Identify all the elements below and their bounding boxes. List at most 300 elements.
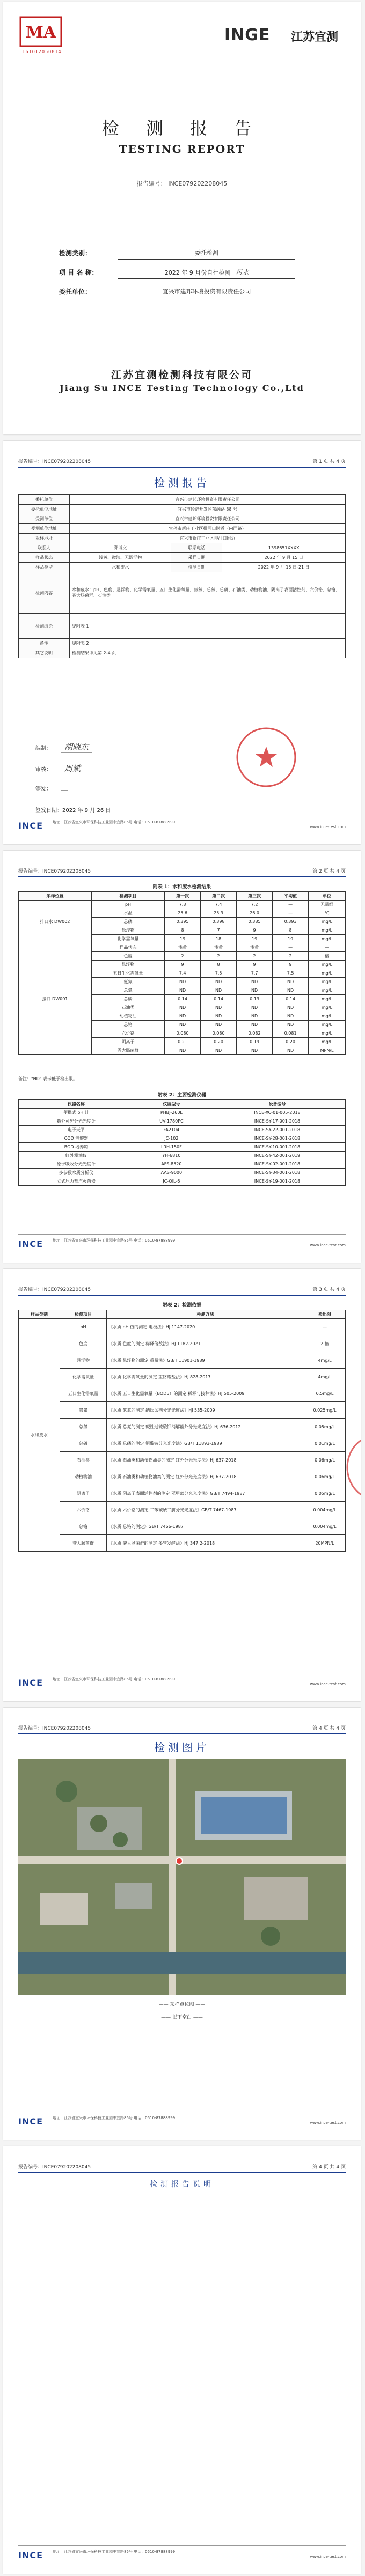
field-label: 项 目 名 称： <box>59 269 98 276</box>
table-cell: 2 <box>201 952 237 961</box>
table-cell: ND <box>237 1012 273 1021</box>
table-cell: 总氮 <box>60 1419 107 1435</box>
table-cell: mg/L <box>309 918 346 926</box>
table-cell: 氨氮 <box>91 978 164 986</box>
satellite-map-image <box>18 1759 346 1995</box>
table-cell: 0.398 <box>201 918 237 926</box>
table-cell: 8 <box>165 926 201 935</box>
table-cell: 《水质 pH 值的测定 电极法》HJ 1147-2020 <box>107 1319 304 1335</box>
header-report-no: 报告编号：INCE079202208045 <box>18 2165 91 2170</box>
cover-page <box>3 2 361 434</box>
table-cell: 色度 <box>60 1335 107 1352</box>
table-cell: mg/L <box>309 969 346 978</box>
table-cell: 2 <box>165 952 201 961</box>
table-cell: 0.05mg/L <box>304 1419 346 1435</box>
cell-label: 联系人 <box>19 543 70 553</box>
cell-label: 采样地址 <box>19 534 70 543</box>
table-cell: 0.06mg/L <box>304 1468 346 1485</box>
table-cell: ND <box>201 1046 237 1055</box>
cell-value: 郑博文 <box>70 543 171 553</box>
table-cell: ND <box>201 1003 237 1012</box>
table-cell: 化学需氧量 <box>60 1369 107 1385</box>
cell-label: 检测日期 <box>171 563 222 572</box>
table-cell: 20MPN/L <box>304 1535 346 1552</box>
page-header <box>18 1276 346 1296</box>
report-title-cn: 检 测 报 告 <box>101 118 262 138</box>
table-cell: mg/L <box>309 1029 346 1038</box>
table-cell: 总磷 <box>91 995 164 1003</box>
table-cell: INCE-SY-02-001-2018 <box>209 1160 345 1169</box>
table-cell: ℃ <box>309 909 346 918</box>
table-cell: 7.7 <box>237 969 273 978</box>
table-cell: 多参数水质分析仪 <box>19 1169 134 1177</box>
table-cell: 0.14 <box>201 995 237 1003</box>
brand-logo-cn: 江苏宜测 <box>291 31 339 44</box>
table-cell: 阴离子 <box>60 1485 107 1502</box>
table-cell: 《水质 五日生化需氧量（BOD5）的测定 稀释与接种法》HJ 505-2009 <box>107 1385 304 1402</box>
info-table <box>18 494 346 658</box>
table-row <box>19 1485 346 1502</box>
table-cell: ND <box>273 1021 309 1029</box>
cell-value: 见附表 2 <box>70 639 346 648</box>
table-cell: — <box>273 943 309 952</box>
group-cell: 排口水 DW002 <box>19 901 92 943</box>
table-cell: 0.21 <box>165 1038 201 1046</box>
page-header <box>18 858 346 877</box>
table-cell: 0.385 <box>237 918 273 926</box>
table-cell: ND <box>201 986 237 995</box>
date-label: 签发日期： <box>35 808 62 814</box>
cell-label: 检测内容 <box>19 572 70 614</box>
table-cell: 7.3 <box>165 901 201 909</box>
table-cell: INCE-SY-22-001-2018 <box>209 1126 345 1134</box>
table-cell: 19 <box>273 935 309 943</box>
page-footer <box>18 2112 346 2134</box>
page-title: 检测报告说明 <box>150 2180 214 2189</box>
page-header <box>18 2154 346 2173</box>
table-cell: 0.13 <box>237 995 273 1003</box>
table-cell: ND <box>237 1003 273 1012</box>
table-cell: 粪大肠菌群 <box>60 1535 107 1552</box>
table-cell: 2 倍 <box>304 1335 346 1352</box>
table-cell: 动植物油 <box>60 1468 107 1485</box>
table-cell: 总氮 <box>91 986 164 995</box>
back-page <box>3 2146 361 2574</box>
table-cell: 0.395 <box>165 918 201 926</box>
table-row <box>19 1369 346 1385</box>
table-cell: 0.20 <box>201 1038 237 1046</box>
signature: 胡晓东 <box>61 741 92 753</box>
footer-logo: INCE <box>18 1678 43 1688</box>
table-cell: — <box>273 901 309 909</box>
table-cell: mg/L <box>309 978 346 986</box>
table-cell: ND <box>165 1003 201 1012</box>
table-cell: 0.05mg/L <box>304 1485 346 1502</box>
methods-page <box>3 1269 361 1701</box>
table-cell: ND <box>165 986 201 995</box>
results-page <box>3 851 361 1263</box>
table-cell: 石油类 <box>60 1452 107 1468</box>
sig-label: 编制： <box>35 746 52 751</box>
table-cell: mg/L <box>309 1021 346 1029</box>
table-cell: 0.393 <box>273 918 309 926</box>
brand-logo-inge: INGE <box>224 26 271 45</box>
table-cell: COD 消解器 <box>19 1134 134 1143</box>
table-cell: 《水质 悬浮物的测定 重量法》GB/T 11901-1989 <box>107 1352 304 1369</box>
table-cell: INCE-SY-17-001-2018 <box>209 1117 345 1126</box>
field-label: 检测类别： <box>59 249 92 257</box>
table-cell: ND <box>165 1012 201 1021</box>
table-cell: 总铬 <box>91 1021 164 1029</box>
cell-value: 水和废水：pH、色度、悬浮物、化学需氧量、五日生化需氧量、氨氮、总氮、总磷、石油类、动植物油、阴离子表面活性剂、六价铬、总铬、粪大肠菌群、石油类 <box>70 572 346 614</box>
table-cell: 立式压力蒸汽灭菌器 <box>19 1177 134 1186</box>
report-info-page <box>3 441 361 844</box>
table-cell: mg/L <box>309 1038 346 1046</box>
table-cell: 浅黄 <box>237 943 273 952</box>
table-cell: 0.01mg/L <box>304 1435 346 1452</box>
org-name-en: Jiang Su INCE Testing Technology Co.,Ltd <box>60 383 304 393</box>
table-cell: 8 <box>201 961 237 969</box>
table-cell: 0.025mg/L <box>304 1402 346 1419</box>
table-cell: INCE-SY-34-001-2018 <box>209 1169 345 1177</box>
table-cell: 悬浮物 <box>91 961 164 969</box>
table-cell: mg/L <box>309 926 346 935</box>
table-cell: 色度 <box>91 952 164 961</box>
table-cell: 4mg/L <box>304 1352 346 1369</box>
results-note: 备注："ND" 表示低于检出限。 <box>18 1076 78 1081</box>
table-cell: — <box>309 943 346 952</box>
table-cell: 《水质 总磷的测定 钼酸铵分光光度法》GB/T 11893-1989 <box>107 1435 304 1452</box>
table-cell: 浅黄 <box>165 943 201 952</box>
field-client <box>59 285 295 298</box>
table-cell: LRH-150F <box>134 1143 209 1152</box>
header-report-no: 报告编号：INCE079202208045 <box>18 1287 91 1293</box>
page-end-text: —— 以下空白 —— <box>161 2015 203 2020</box>
table-row <box>19 1160 346 1169</box>
table-cell: ND <box>237 1021 273 1029</box>
cell-label: 样品状态 <box>19 553 70 563</box>
table-cell: MPN/L <box>309 1046 346 1055</box>
table-cell: 0.19 <box>237 1038 273 1046</box>
signature-reviewer <box>35 763 84 774</box>
page-footer <box>18 816 346 838</box>
table-cell: 石油类 <box>91 1003 164 1012</box>
table-cell: mg/L <box>309 1012 346 1021</box>
table-row <box>19 1335 346 1352</box>
table-cell: INCE-SY-28-001-2018 <box>209 1134 345 1143</box>
cell-value: 1398651XXXX <box>222 543 346 553</box>
table-cell: 《水质 石油类和动植物油类的测定 红外分光光度法》HJ 637-2018 <box>107 1452 304 1468</box>
table-row <box>19 1126 346 1134</box>
table-cell: 悬浮物 <box>60 1352 107 1369</box>
table-cell: 25.9 <box>201 909 237 918</box>
footer-website: www.ince-test.com <box>310 825 346 829</box>
table-cell: 《水质 化学需氧量的测定 重铬酸盐法》HJ 828-2017 <box>107 1369 304 1385</box>
table-cell: mg/L <box>309 986 346 995</box>
table-cell: INCE-SY-10-001-2018 <box>209 1143 345 1152</box>
table-cell: ND <box>273 1046 309 1055</box>
field-value: 宜兴市建邦环境投资有限责任公司 <box>118 286 295 298</box>
table-row <box>19 1402 346 1419</box>
table-cell: 《水质 总铬的测定》GB/T 7466-1987 <box>107 1518 304 1535</box>
table-row <box>19 1452 346 1468</box>
footer-address: 地址：江苏省宜兴市环保科技工业园中宜路85号 电话：0510-87888999 <box>53 820 176 824</box>
field-test-category <box>59 247 295 260</box>
page-footer <box>18 1234 346 1256</box>
table-cell: — <box>273 909 309 918</box>
table-cell: 《水质 总氮的测定 碱性过硫酸钾消解紫外分光光度法》HJ 636-2012 <box>107 1419 304 1435</box>
table-cell: 倍 <box>309 952 346 961</box>
signature-compiler <box>35 741 92 753</box>
table-cell: INCE-XC-01-005-2018 <box>209 1109 345 1117</box>
footer-website: www.ince-test.com <box>310 1682 346 1686</box>
table-cell: ND <box>165 978 201 986</box>
table-cell: 9 <box>237 926 273 935</box>
header-report-no: 报告编号：INCE079202208045 <box>18 869 91 874</box>
signature: 周斌 <box>61 763 84 774</box>
group-cell: 接口 DW001 <box>19 943 92 1055</box>
table-cell: ND <box>273 978 309 986</box>
table-cell: 0.081 <box>273 1029 309 1038</box>
cell-value: 宜兴市新庄工业区排河口附近（内西路） <box>70 524 346 534</box>
table-row <box>19 901 346 909</box>
table-cell: mg/L <box>309 935 346 943</box>
table-cell: 《水质 阴离子表面活性剂的测定 亚甲蓝分光光度法》GB/T 7494-1987 <box>107 1485 304 1502</box>
sig-label: 审核： <box>35 767 52 773</box>
org-name-cn: 江苏宜测检测科技有限公司 <box>111 369 253 381</box>
table-cell: 19 <box>165 935 201 943</box>
methods-table: 样品类别 检测项目 检测方法 检出限 水和废水 pH 《水质 pH 值的测定 电极法》HJ 1147-2020 — 色度 《水质 色度的测定 稀释倍数法》HJ 1182-2021 2 倍 悬浮物 《水质 悬浮物的测定 重量法》GB/T 11901-1989 4mg/L 化学需氧量 《水质 化学需氧量的测定 重铬酸盐法》HJ 828-2017 4mg/L 五日生化需氧量 《水质 五日生化需氧量（BOD5）的测定 稀释与接种法》HJ 505-2009 0.5mg/L 氨氮 《水质 氨氮的测定 纳氏试剂分光光度法》HJ 535-2009 0.025mg/L 总氮 《水质 总氮的测定 碱性过硫酸钾消解紫外分光光度法》HJ 636-2012 0.05mg/L 总磷 《水质 总磷的测定 钼酸铵分光光度法》GB/T 11893-1989 0.01mg/L 石油类 《水质 石油类和动植物油类的测定 红外分光光度法》HJ 637-2018 0.06mg/L 动植物油 《水质 石油类和动植物油类的测定 红外分光光度法》HJ 637-2018 0.06mg/L 阴离子 《水质 阴离子表面活性剂的测定 亚甲蓝分光光度法》GB/T 7494-1987 0.05mg/L 六价铬 《水质 六价铬的测定 二苯碳酰二肼分光光度法》GB/T 7467-1987 0.004mg/L 总铬 《水质 总铬的测定》GB/T 7466-1987 0.004mg/L 粪大肠菌群 《水质 粪大肠菌群的测定 多管发酵法》HJ 347.2-2018 20MPN/L <box>18 1310 346 1552</box>
page-title: 检测报告 <box>154 476 210 489</box>
table-cell: ND <box>237 986 273 995</box>
results-table: 采样位置 检测项目 第一次 第二次 第三次 平均值 单位 排口水 DW002 pH 7.3 7.4 7.2 — 无量纲 水温 25.6 25.9 26.0 — ℃ 总磷 0.395 0.398 0.385 0.393 mg/L 悬浮物 8 7 9 8 mg/L 化学需氧量 19 18 19 19 mg/L 接口 DW001 样品状态 浅黄 浅黄 浅黄 — — 色度 2 2 2 2 倍 悬浮物 9 8 9 9 mg/L 五日生化需氧量 7.4 7.5 7.7 7.5 mg/L 氨氮 ND ND ND ND mg/L 总氮 ND ND ND ND mg/L 总磷 0.14 0.14 0.13 0.14 mg/L 石油类 ND ND ND ND mg/L 动植物油 ND ND ND ND mg/L 总铬 ND ND ND ND mg/L 六价铬 0.080 0.080 0.082 0.081 mg/L 阴离子 0.21 0.20 0.19 0.20 mg/L 粪大肠菌群 ND ND ND ND MPN/L <box>18 891 346 1055</box>
table-row <box>19 1169 346 1177</box>
table-cell: mg/L <box>309 1003 346 1012</box>
table-row <box>19 1435 346 1452</box>
cell-label: 委托单位 <box>19 495 70 505</box>
table-cell: 阴离子 <box>91 1038 164 1046</box>
cell-label: 备注 <box>19 639 70 648</box>
issue-date <box>35 806 111 814</box>
header-page-label: 第 4 页 共 4 页 <box>312 1726 346 1731</box>
table-cell: 0.06mg/L <box>304 1452 346 1468</box>
table-cell: 2 <box>273 952 309 961</box>
table-cell: ND <box>201 1012 237 1021</box>
cma-number: 161012050814 <box>22 49 62 54</box>
table-cell: 0.080 <box>165 1029 201 1038</box>
table-row <box>19 1319 346 1335</box>
table-cell: 0.004mg/L <box>304 1518 346 1535</box>
table-cell: ND <box>273 986 309 995</box>
table-cell: PHBJ-260L <box>134 1109 209 1117</box>
page-header <box>18 448 346 468</box>
table-cell: BOD 培养箱 <box>19 1143 134 1152</box>
table-cell: 7.2 <box>237 901 273 909</box>
cell-label: 检测结论 <box>19 614 70 639</box>
table-cell: 9 <box>165 961 201 969</box>
table-cell: 19 <box>237 935 273 943</box>
handwritten-note: 污水 <box>236 269 249 276</box>
table-cell: 7 <box>201 926 237 935</box>
table-row <box>19 1152 346 1160</box>
table-row <box>19 943 346 952</box>
table-cell: YH-6810 <box>134 1152 209 1160</box>
table-cell: 六价铬 <box>91 1029 164 1038</box>
table-cell: 总磷 <box>60 1435 107 1452</box>
table-cell: ND <box>165 1021 201 1029</box>
table-cell: AAS-9000 <box>134 1169 209 1177</box>
table-cell: 总磷 <box>91 918 164 926</box>
footer-website: www.ince-test.com <box>310 2555 346 2559</box>
cell-value: 2022 年 9 月 15 日-21 日 <box>222 563 346 572</box>
report-number-label: 报告编号： <box>136 180 166 187</box>
table-cell: — <box>304 1319 346 1335</box>
group-cell: 水和废水 <box>19 1319 60 1552</box>
cell-label: 样品类型 <box>19 563 70 572</box>
table-caption: 附表 1：水和废水检测结果 <box>152 884 211 890</box>
table-cell: 4mg/L <box>304 1369 346 1385</box>
table-cell: 悬浮物 <box>91 926 164 935</box>
table-cell: ND <box>237 1046 273 1055</box>
table-row <box>19 1134 346 1143</box>
table-cell: 7.5 <box>201 969 237 978</box>
table-cell: 紫外可见分光光度计 <box>19 1117 134 1126</box>
table-caption: 附表 2：主要检测仪器 <box>157 1093 207 1098</box>
table-cell: 动植物油 <box>91 1012 164 1021</box>
table-cell: 0.20 <box>273 1038 309 1046</box>
cell-value: 检测结果详见第 2-4 页 <box>70 648 346 658</box>
table-cell: UV-1780PC <box>134 1117 209 1126</box>
table-cell: 0.080 <box>201 1029 237 1038</box>
seam-seal <box>339 1430 361 1505</box>
footer-logo: INCE <box>18 821 43 831</box>
footer-address: 地址：江苏省宜兴市环保科技工业园中宜路85号 电话：0510-87888999 <box>53 2116 176 2120</box>
footer-website: www.ince-test.com <box>310 2121 346 2125</box>
instrument-table: 仪器名称 仪器型号 设备编号 便携式 pH 计 PHBJ-260L INCE-XC-01-005-2018 紫外可见分光光度计 UV-1780PC INCE-SY-17-001-2018 电子天平 FA2104 INCE-SY-22-001-2018 COD 消解器 JC-102 INCE-SY-28-001-2018 BOD 培养箱 LRH-150F INCE-SY-10-001-2018 红外测油仪 YH-6810 INCE-SY-42-001-2019 原子吸收分光光度计 AFS-8520 INCE-SY-02-001-2018 多参数水质分析仪 AAS-9000 INCE-SY-34-001-2018 立式压力蒸汽灭菌器 JC-OIL-6 INCE-SY-19-001-2018 <box>18 1099 346 1186</box>
brand-logo <box>224 24 342 47</box>
table-cell: INCE-SY-42-001-2019 <box>209 1152 345 1160</box>
table-cell: FA2104 <box>134 1126 209 1134</box>
page-footer <box>18 1673 346 1695</box>
header-report-no: 报告编号：INCE079202208045 <box>18 459 91 464</box>
table-cell: 《水质 六价铬的测定 二苯碳酰二肼分光光度法》GB/T 7467-1987 <box>107 1502 304 1518</box>
table-cell: 26.0 <box>237 909 273 918</box>
sampling-point-marker <box>176 1858 182 1864</box>
table-cell: 《水质 石油类和动植物油类的测定 红外分光光度法》HJ 637-2018 <box>107 1468 304 1485</box>
map-page <box>3 1708 361 2140</box>
cma-logo-text: MA <box>25 23 56 42</box>
field-value: 委托检测 <box>118 247 295 260</box>
header-page-label: 第 3 页 共 4 页 <box>312 1287 346 1293</box>
table-row <box>19 1143 346 1152</box>
table-cell: mg/L <box>309 995 346 1003</box>
table-cell: 《水质 粪大肠菌群的测定 多管发酵法》HJ 347.2-2018 <box>107 1535 304 1552</box>
header-page-label: 第 4 页 共 4 页 <box>312 2165 346 2170</box>
table-row <box>19 1419 346 1435</box>
page-title: 检测图片 <box>154 1741 210 1754</box>
table-cell: ND <box>165 1046 201 1055</box>
table-cell: 浅黄 <box>201 943 237 952</box>
footer-website: www.ince-test.com <box>310 1243 346 1248</box>
page-header <box>18 1715 346 1734</box>
table-cell: 电子天平 <box>19 1126 134 1134</box>
table-cell: pH <box>60 1319 107 1335</box>
footer-logo: INCE <box>18 1239 43 1249</box>
table-row <box>19 1109 346 1117</box>
table-row <box>19 1502 346 1518</box>
map-caption: —— 采样点位图 —— <box>158 2002 206 2007</box>
footer-address: 地址：江苏省宜兴市环保科技工业园中宜路85号 电话：0510-87888999 <box>53 2550 176 2554</box>
table-cell: JC-OIL-6 <box>134 1177 209 1186</box>
table-cell: 水温 <box>91 909 164 918</box>
table-cell: ND <box>201 1021 237 1029</box>
cell-label: 受测单位 <box>19 514 70 524</box>
table-cell: 0.5mg/L <box>304 1385 346 1402</box>
table-cell: JC-102 <box>134 1134 209 1143</box>
cell-value: 水和废水 <box>70 563 171 572</box>
footer-logo: INCE <box>18 2550 43 2560</box>
table-cell: 红外测油仪 <box>19 1152 134 1160</box>
report-number <box>3 179 361 188</box>
table-cell: 五日生化需氧量 <box>60 1385 107 1402</box>
table-cell: pH <box>91 901 164 909</box>
table-cell: 无量纲 <box>309 901 346 909</box>
table-cell: AFS-8520 <box>134 1160 209 1169</box>
footer-address: 地址：江苏省宜兴市环保科技工业园中宜路85号 电话：0510-87888999 <box>53 1238 176 1243</box>
table-cell: ND <box>237 978 273 986</box>
company-seal <box>234 725 298 789</box>
field-label: 委托单位： <box>59 288 92 296</box>
table-cell: 9 <box>237 961 273 969</box>
cell-label: 联系电话 <box>171 543 222 553</box>
table-cell: 总铬 <box>60 1518 107 1535</box>
cell-label: 受测单位地址 <box>19 524 70 534</box>
signature <box>61 790 68 791</box>
table-row <box>19 1177 346 1186</box>
table-cell: ND <box>201 978 237 986</box>
cell-label: 其它说明 <box>19 648 70 658</box>
cell-value: 宜兴市新庄工业区排河口附近 <box>70 534 346 543</box>
table-cell: 六价铬 <box>60 1502 107 1518</box>
table-cell: 18 <box>201 935 237 943</box>
table-cell: 25.6 <box>165 909 201 918</box>
table-row <box>19 1518 346 1535</box>
cell-value: 宜兴市建邦环境投资有限责任公司 <box>70 514 346 524</box>
page-footer <box>18 2545 346 2567</box>
cell-value: 2022 年 9 月 15 日 <box>222 553 346 563</box>
cell-label: 委托单位地址 <box>19 505 70 514</box>
table-row <box>19 1117 346 1126</box>
field-project-name <box>59 266 295 279</box>
table-row <box>19 1352 346 1369</box>
table-cell: 粪大肠菌群 <box>91 1046 164 1055</box>
table-cell: 五日生化需氧量 <box>91 969 164 978</box>
table-row <box>19 1468 346 1485</box>
cell-label: 采样日期 <box>171 553 222 563</box>
header-page-label: 第 2 页 共 4 页 <box>312 869 346 874</box>
table-cell: 0.14 <box>273 995 309 1003</box>
sig-label: 签发： <box>35 786 52 792</box>
table-caption: 附表 2：检测依据 <box>162 1303 202 1308</box>
table-cell: 9 <box>273 961 309 969</box>
table-cell: 0.082 <box>237 1029 273 1038</box>
table-cell: 7.4 <box>201 901 237 909</box>
table-cell: 《水质 色度的测定 稀释倍数法》HJ 1182-2021 <box>107 1335 304 1352</box>
table-cell: 0.14 <box>165 995 201 1003</box>
table-cell: 7.4 <box>165 969 201 978</box>
field-value: 2022 年 9 月份自行检测 污水 <box>118 267 295 279</box>
signature-issuer <box>35 784 68 792</box>
